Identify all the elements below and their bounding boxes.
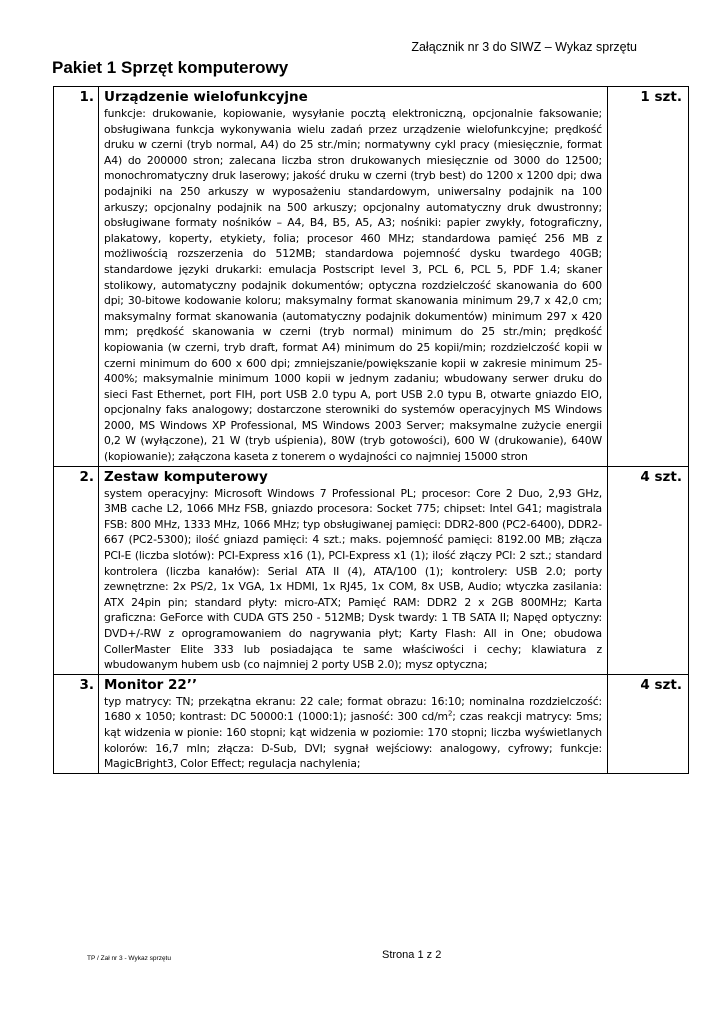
table-row — [54, 466, 689, 674]
item-name: Zestaw komputerowy — [104, 468, 268, 485]
item-name: Monitor 22’’ — [104, 676, 198, 693]
item-quantity: 1 szt. — [608, 87, 689, 467]
superscript: 2 — [447, 709, 453, 718]
item-name: Urządzenie wielofunkcyjne — [104, 89, 308, 105]
item-cell — [99, 466, 608, 674]
item-description: funkcje: drukowanie, kopiowanie, wysyłanie pocztą elektroniczną, opcjonalnie faksowanie; obsługiwana funkcja wykonywania wielu zadań przez urządzenie wielofunkcyjne; prędkość druku w czerni (tryb normal, A4) do 25 str./min; normatywny cykl pracy (miesięcznie, format A4) do 200000 stron; zalecana liczba stron drukowanych miesięcznie od 3000 do 12500; monochromatyczny druk laserowy; jakość druku w czerni (tryb best) do 1200 x 1200 dpi; dwa podajniki na 250 arkuszy w wyposażeniu standardowym, uniwersalny podajnik na 100 arkuszy; opcjonalny podajnik na 500 arkuszy; opcjonalny automatyczny druk dwustronny; obsługiwane formaty nośników – A4, B4, B5, A5, A3; nośniki: papier zwykły, fotograficzny, plakatowy, koperty, etykiety, folia; procesor 460 MHz; standardowa pamięć 256 MB z możliwością rozszerzenia do 512MB; standardowa pojemność dysku twardego 40GB; standardowe języki drukarki: emulacja Postscript level 3, PCL 6, PCL 5, PDF 1.4; skaner stolikowy, automatyczny podajnik dokumentów; optyczna rozdzielczość skanowania do 600 dpi; 30-bitowe kodowanie koloru; maksymalny format skanowania minimum 29,7 x 42,0 cm; maksymalny format skanowania (automatyczny podajnik dokumentów) minimum 297 x 420 mm; prędkość skanowania w czerni (tryb normal) minimum do 25 str./min; prędkość kopiowania (w czerni, tryb draft, format A4) minimum do 25 kopii/min; rozdzielczość kopii w czerni minimum do 600 x 600 dpi; zmniejszanie/powiększanie kopii w zakresie minimum 25-400%; maksymalnie minimum 1000 kopii w jednym zadaniu; wbudowany serwer druku do sieci Fast Ethernet, port FIH, port USB 2.0 typu A, port USB 2.0 typu B, otwarte gniazdo EIO, opcjonalny faks analogowy; dostarczone sterowniki do systemów operacyjnych MS Windows 2000, MS Windows XP Professional, MS Windows 2003 Server; maksymalne zużycie energii 0,2 W (wyłączone), 21 W (tryb uśpienia), 80W (tryb gotowości), 600 W (drukowanie), 640W (kopiowanie); załączona kaseta z tonerem o wydajności co najmniej 15000 stron — [104, 107, 602, 464]
equipment-table — [53, 86, 689, 774]
item-cell — [99, 87, 608, 467]
description-text: typ matrycy: TN; przekątna ekranu: 22 cale; format obrazu: 16:10; nominalna rozdzielczość: 1680 x 1050; kontrast: DC 50000:1 (1000:1); jasność: 300 cd/m — [104, 694, 602, 724]
attachment-label: Załącznik nr 3 do SIWZ – Wykaz sprzętu — [411, 40, 637, 54]
table-row — [54, 674, 689, 773]
page-title: Pakiet 1 Sprzęt komputerowy — [52, 58, 289, 77]
page-number: Strona 1 z 2 — [382, 949, 442, 961]
footer-document-id: TP / Zał nr 3 - Wykaz sprzętu — [87, 955, 171, 962]
item-description: system operacyjny: Microsoft Windows 7 Professional PL; procesor: Core 2 Duo, 2,93 GHz, 3MB cache L2, 1066 MHz FSB, gniazdo procesora: Socket 775; chipset: Intel G41; magistrala FSB: 800 MHz, 1333 MHz, 1066 MHz; typ obsługiwanej pamięci: DDR2-800 (PC2-6400), DDR2-667 (PC2-5300); ilość gniazd pamięci: 4 szt.; maks. pojemność pamięci: 8192.00 MB; złącza PCI-E (liczba slotów): PCI-Express x16 (1), PCI-Express x1 (1); ilość złączy PCI: 2 szt.; standard kontrolera (liczba kanałów): Serial ATA II (4), ATA/100 (1); kontrolery: USB 2.0; porty zewnętrzne: 2x PS/2, 1x VGA, 1x HDMI, 1x RJ45, 1x COM, 8x USB, Audio; wtyczka zasilania: ATX 24pin pin; standard płyty: micro-ATX; Pamięć RAM: DDR2 2 x 2GB 800MHz; Karta graficzna: GeForce with CUDA GTS 250 - 512MB; Dysk twardy: 1 TB SATA II; Napęd optyczny: DVD+/-RW z oprogramowaniem do nagrywania płyt; Karty Flash: All in One; obudowa CollerMaster Elite 333 lub posiadająca te same właściwości i cechy; klawiatura z wbudowanym hubem usb (co najmniej 2 porty USB 2.0); mysz optyczna; — [104, 486, 602, 672]
item-quantity: 4 szt. — [608, 466, 689, 674]
table-row — [54, 87, 689, 467]
item-number: 3. — [54, 674, 99, 773]
description-text: ; czas reakcji matrycy: 5ms; kąt widzenia w pionie: 160 stopni; kąt widzenia w poziomie: 170 stopni; liczba wyświetlanych kolorów: 16,7 mln; złącza: D-Sub, DVI; sygnał wejściowy: analogowy, cyfrowy; funkcje: MagicBright3, Color Effect; regulacja nachylenia; — [104, 710, 603, 771]
item-description — [104, 694, 602, 772]
item-cell — [99, 674, 608, 773]
item-number: 2. — [54, 466, 99, 674]
item-quantity: 4 szt. — [608, 674, 689, 773]
item-number: 1. — [54, 87, 99, 467]
